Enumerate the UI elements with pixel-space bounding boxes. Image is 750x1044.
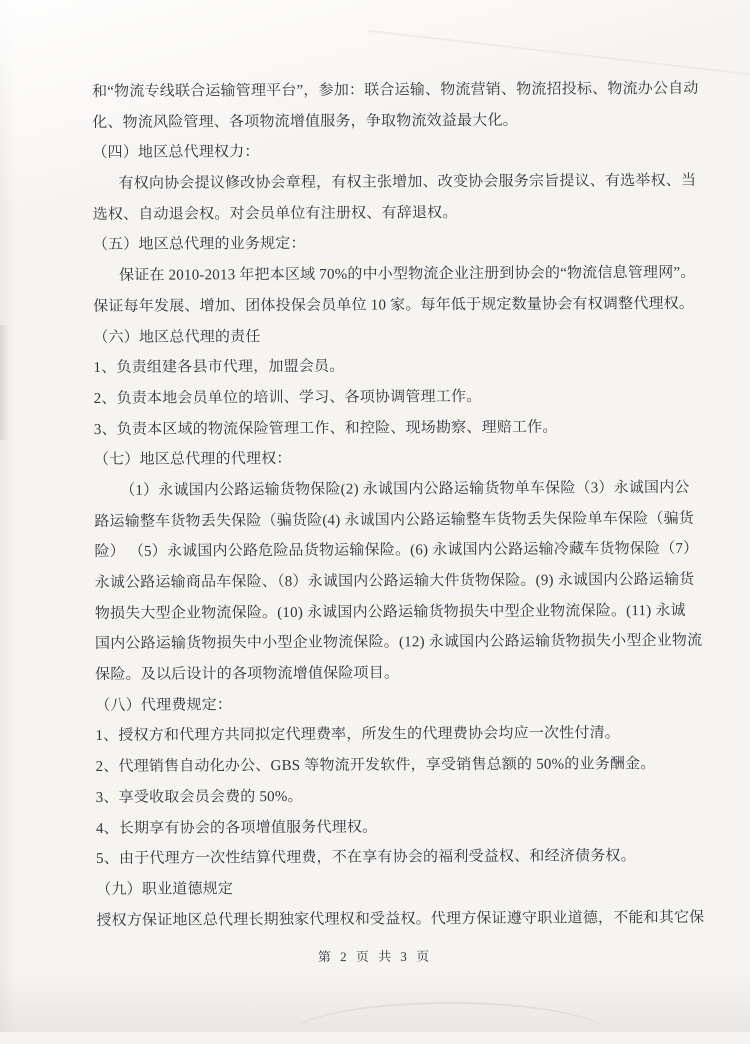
scan-crease-left [0,325,10,440]
text-line: （八）代理费规定： [95,697,233,714]
text-line: 有权向协会提议修改协会章程，有权主张增加、改变协会服务宗旨提议、有选举权、当 [118,172,697,192]
text-line: 化、物流风险管理、各项物流增值服务，争取物流效益最大化。 [92,112,518,131]
scan-crease-top [368,30,750,78]
text-line: 2、代理销售自动化办公、GBS 等物流开发软件，享受销售总额的 50%的业务酬金。 [95,756,656,776]
text-line: 选权、自动退会权。对会员单位有注册权、有辞退权。 [92,204,458,223]
text-line: 3、负责本区域的物流保险管理工作、和控险、现场勘察、理赔工作。 [93,419,558,438]
text-line: （四）地区总代理权力： [92,144,260,162]
text-line: 1、授权方和代理方共同拟定代理费率，所发生的代理费协会均应一次性付清。 [95,725,621,745]
text-line: （九）职业道德规定 [96,881,234,898]
text-line: 国内公路运输货物损失中小型企业物流保险。(12) 永诚国内公路运输货物损失小型企业物流 [94,633,703,653]
text-line: 4、长期享有协会的各项增值服务代理权。 [95,819,378,837]
text-line: 3、享受收取会员会费的 50%。 [95,788,303,806]
text-line: 物损失大型企业物流保险。(10) 永诚国内公路运输货物损失中型企业物流保险。(11) 永诚 [94,602,686,622]
text-line: （六）地区总代理的责任 [93,328,261,346]
text-line: 保险。及以后设计的各项物流增值保险项目。 [95,665,400,684]
scan-crease-bottom [290,1002,610,1044]
text-line: 5、由于代理方一次性结算代理费，不在享有协会的福利受益权、和经济债务权。 [96,848,636,868]
text-line: 路运输整车货物丢失保险（骗货险(4) 永诚国内公路运输整车货物丢失保险单车保险（骗货 [94,510,695,530]
text-line: （1）永诚国内公路运输货物保险(2) 永诚国内公路运输货物单车保险（3）永诚国内公 [120,479,690,499]
text-line: 和“物流专线联合运输管理平台”，参加：联合运输、物流营销、物流招投标、物流办公自动 [92,80,699,100]
text-line: 1、负责组建各县市代理，加盟会员。 [93,358,345,377]
text-line: 2、负责本地会员单位的培训、学习、各项协调管理工作。 [93,388,482,407]
text-line: 险） （5）永诚国内公路危险品货物运输保险。(6) 永诚国内公路运输冷藏车货物保险（7） [94,541,699,561]
text-line: 保证在 2010-2013 年把本区域 70%的中小型物流企业注册到协会的“物流信息管理网”。 [119,264,696,284]
text-line: 授权方保证地区总代理长期独家代理权和受益权。代理方保证遵守职业道德，不能和其它保 [96,909,705,929]
text-line: （五）地区总代理的业务规定： [92,236,306,254]
text-line: 永诚公路运输商品车保险、（8）永诚国内公路运输大件货物保险。(9) 永诚国内公路运输货 [94,571,695,591]
text-line: （七）地区总代理的代理权： [93,451,292,469]
text-line: 保证每年发展、增加、团体投保会员单位 10 家。每年低于规定数量协会有权调整代理权。 [93,295,695,315]
page-footer: 第 2 页 共 3 页 [317,948,433,965]
document-text [92,74,712,936]
